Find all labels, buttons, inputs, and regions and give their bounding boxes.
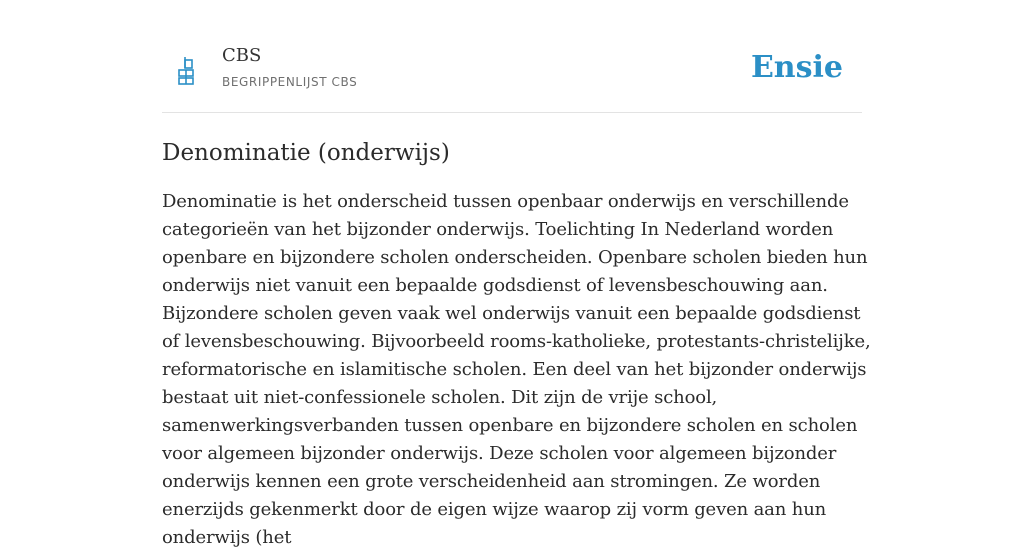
content-container — [162, 0, 871, 552]
header — [162, 0, 862, 113]
page-title: Denominatie (onderwijs) — [162, 140, 450, 166]
org-name[interactable]: CBS — [222, 45, 262, 66]
definition-text: Denominatie is het onderscheid tussen openbaar onderwijs en verschillende categorieën van het bijzonder onderwijs. Toelichting In Nederland worden openbare en bijzondere scholen onderscheiden. Openbare scholen bieden hun onderwijs niet vanuit een bepaalde godsdienst of levensbeschouwing aan. Bijzondere scholen geven vaak wel onderwijs vanuit een bepaalde godsdienst of levensbeschouwing. Bijvoorbeeld rooms-katholieke, protestants-christelijke, reformatorische en islamitische scholen. Een deel van het bijzonder onderwijs bestaat uit niet-confessionele scholen. Dit zijn de vrije school, samenwerkingsverbanden tussen openbare en bijzondere scholen en scholen voor algemeen bijzonder onderwijs. Deze scholen voor algemeen bijzonder onderwijs kennen een grote verscheidenheid aan stromingen. Ze worden enerzijds gekenmerkt door de eigen wijze waarop zij vorm geven aan hun onderwijs (het — [162, 191, 871, 548]
org-subtitle[interactable]: BEGRIPPENLIJST CBS — [222, 75, 358, 89]
cbs-logo-icon[interactable] — [176, 56, 196, 86]
brand-logo[interactable]: Ensie — [750, 50, 843, 85]
